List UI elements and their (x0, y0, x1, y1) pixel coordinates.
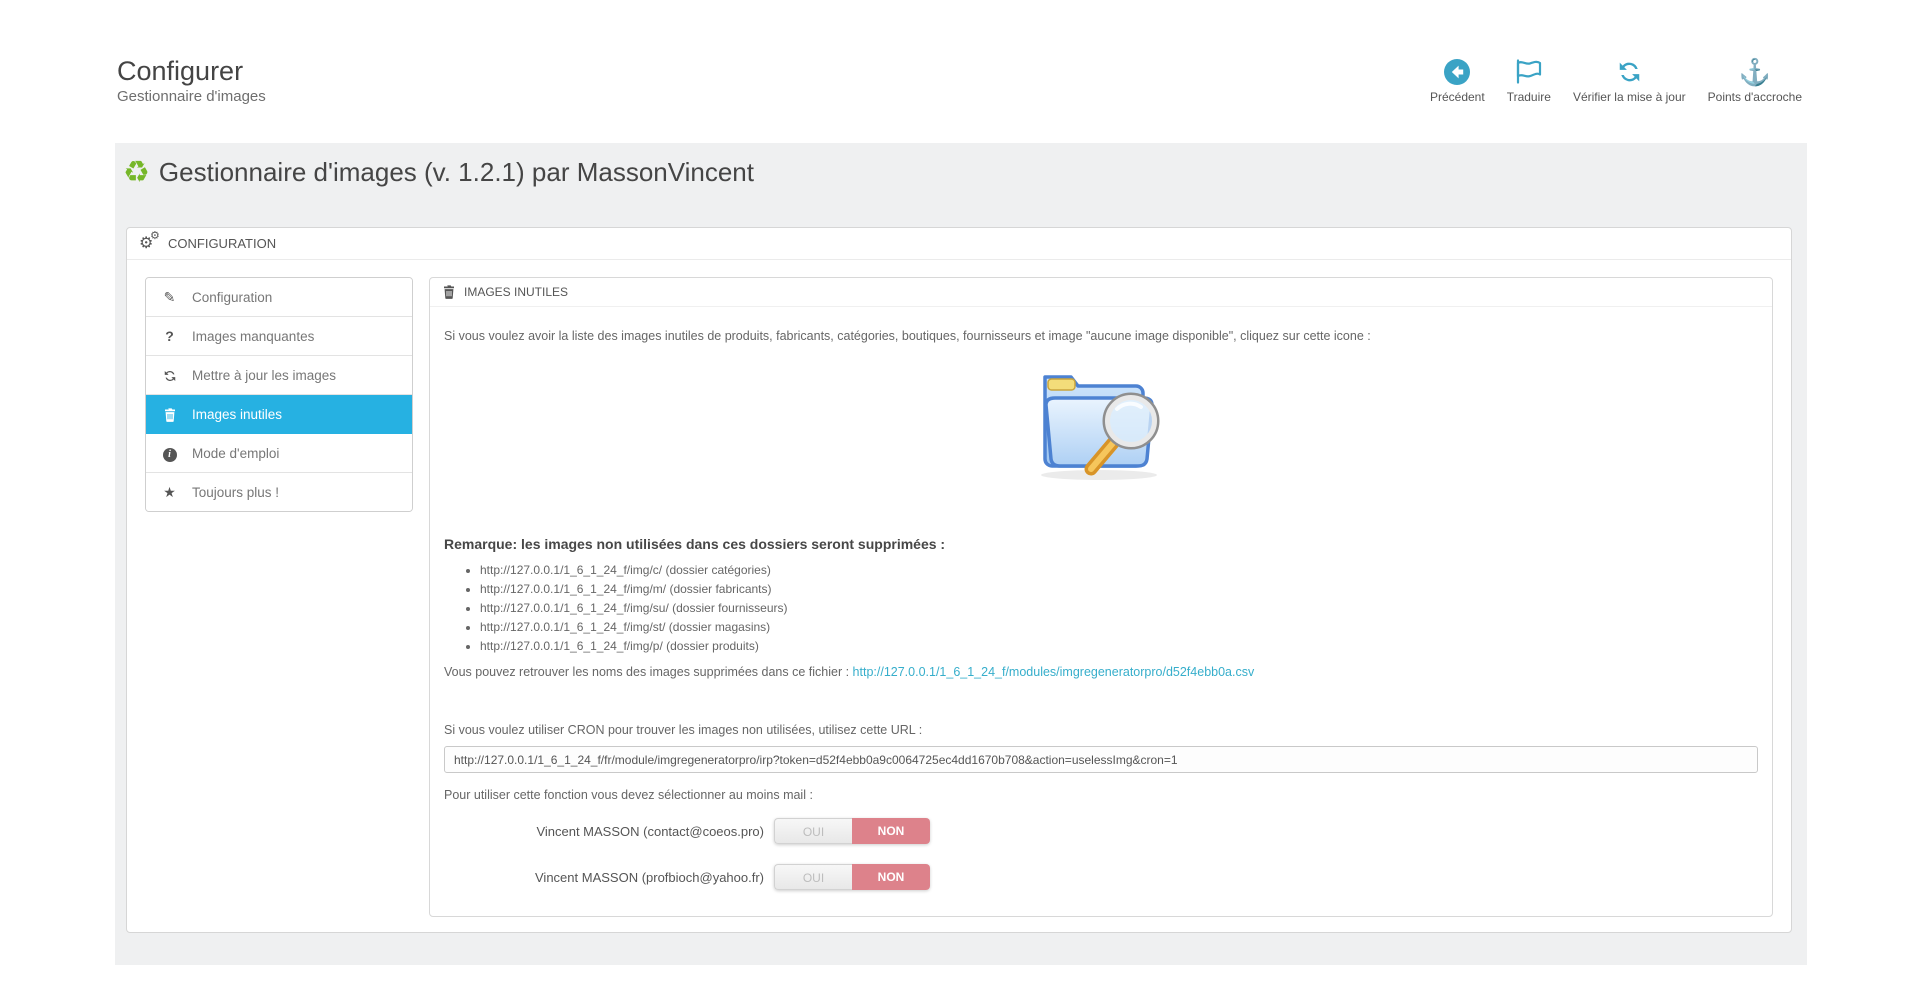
content-area (115, 143, 1807, 965)
images-inutiles-panel (429, 277, 1773, 917)
csv-line (444, 665, 1758, 679)
toggle-no-button[interactable]: NON (852, 818, 930, 844)
star-icon: ★ (163, 484, 176, 500)
sidebar-item-label: Images manquantes (192, 328, 315, 344)
sidebar-item-images-inutiles[interactable] (146, 395, 412, 434)
page-subtitle: Gestionnaire d'images (117, 88, 266, 106)
folder-url-item: • http://127.0.0.1/1_6_1_24_f/img/c/ (dossier catégories) (480, 561, 1758, 580)
folder-url-item: • http://127.0.0.1/1_6_1_24_f/img/m/ (dossier fabricants) (480, 580, 1758, 599)
toggle-yes-button[interactable]: OUI (774, 818, 852, 844)
trash-icon (161, 406, 178, 421)
toolbar-label: Précédent (1429, 90, 1485, 104)
sidebar-menu (145, 277, 413, 512)
sub-panel-header-label: IMAGES INUTILES (464, 285, 569, 299)
sidebar-item-label: Mettre à jour les images (192, 367, 337, 383)
mail-account-label: Vincent MASSON (profbioch@yahoo.fr) (535, 869, 764, 885)
cron-label: Si vous voulez utiliser CRON pour trouver les images non utilisées, utilisez cette URL : (444, 723, 923, 737)
panel-header-label: CONFIGURATION (168, 236, 277, 251)
sidebar-item-label: Images inutiles (192, 406, 283, 422)
back-icon (1444, 57, 1470, 85)
check-update-button[interactable] (1573, 57, 1686, 104)
sidebar-item-label: Toujours plus ! (192, 484, 280, 500)
sub-panel-header (430, 278, 1772, 307)
refresh-icon (1616, 57, 1643, 85)
toolbar-label: Points d'accroche (1707, 90, 1802, 104)
folders-list (444, 561, 1758, 656)
folder-url-item: • http://127.0.0.1/1_6_1_24_f/img/p/ (dossier produits) (480, 637, 1758, 656)
info-icon: i (161, 445, 178, 462)
mail-toggle-switch (774, 864, 930, 890)
question-icon: ? (165, 328, 174, 344)
sub-panel-body (430, 329, 1772, 890)
mail-toggle-switch (774, 818, 930, 844)
anchor-icon: ⚓ (1738, 57, 1772, 87)
panel-header (127, 228, 1791, 260)
search-folder-icon[interactable] (444, 359, 1758, 486)
toggle-yes-button[interactable]: OUI (774, 864, 852, 890)
remark-title: Remarque: les images non utilisées dans ces dossiers seront supprimées : (444, 536, 946, 552)
page-header (117, 55, 266, 105)
folder-url-item: • http://127.0.0.1/1_6_1_24_f/img/st/ (dossier magasins) (480, 618, 1758, 637)
intro-text: Si vous voulez avoir la liste des images inutiles de produits, fabricants, catégories, boutiques, fournisseurs et image "aucune image disponible", cliquez sur cette icone : (444, 329, 1371, 343)
toggle-no-button[interactable]: NON (852, 864, 930, 890)
sidebar-item-label: Mode d'emploi (192, 445, 280, 461)
module-title: Gestionnaire d'images (v. 1.2.1) par MassonVincent (158, 157, 754, 187)
module-title-row (123, 157, 754, 188)
sidebar-item-configuration[interactable] (146, 278, 412, 317)
page-title: Configurer (117, 56, 244, 86)
toolbar (1430, 57, 1802, 104)
sidebar-item-images-manquantes[interactable] (146, 317, 412, 356)
sidebar-item-mode-emploi[interactable] (146, 434, 412, 473)
mail-select-label: Pour utiliser cette fonction vous devez sélectionner au moins mail : (444, 788, 813, 802)
configuration-panel (126, 227, 1792, 933)
trash-icon (443, 285, 455, 299)
cron-url-input[interactable] (444, 746, 1758, 773)
previous-button[interactable] (1430, 57, 1485, 104)
folder-url-item: • http://127.0.0.1/1_6_1_24_f/img/su/ (dossier fournisseurs) (480, 599, 1758, 618)
sidebar-item-toujours-plus[interactable] (146, 473, 412, 511)
flag-icon (1514, 57, 1544, 85)
mail-toggle-row (444, 864, 1758, 890)
mail-account-label: Vincent MASSON (contact@coeos.pro) (536, 823, 764, 839)
gears-icon: ⚙ ⚙ (139, 229, 160, 252)
pencil-icon: ✎ (163, 289, 176, 305)
csv-line-prefix: Vous pouvez retrouver les noms des images supprimées dans ce fichier : (444, 665, 850, 679)
toolbar-label: Vérifier la mise à jour (1572, 90, 1686, 104)
mail-toggle-row (444, 818, 1758, 844)
recycle-icon: ♻ (123, 155, 150, 189)
csv-file-link[interactable]: http://127.0.0.1/1_6_1_24_f/modules/imgregeneratorpro/d52f4ebb0a.csv (852, 665, 1255, 679)
sidebar-item-label: Configuration (192, 289, 273, 305)
translate-button[interactable] (1507, 57, 1551, 104)
toolbar-label: Traduire (1506, 90, 1551, 104)
refresh-icon (161, 367, 178, 382)
anchor-points-button[interactable] (1708, 57, 1802, 104)
sidebar-item-mettre-a-jour[interactable] (146, 356, 412, 395)
